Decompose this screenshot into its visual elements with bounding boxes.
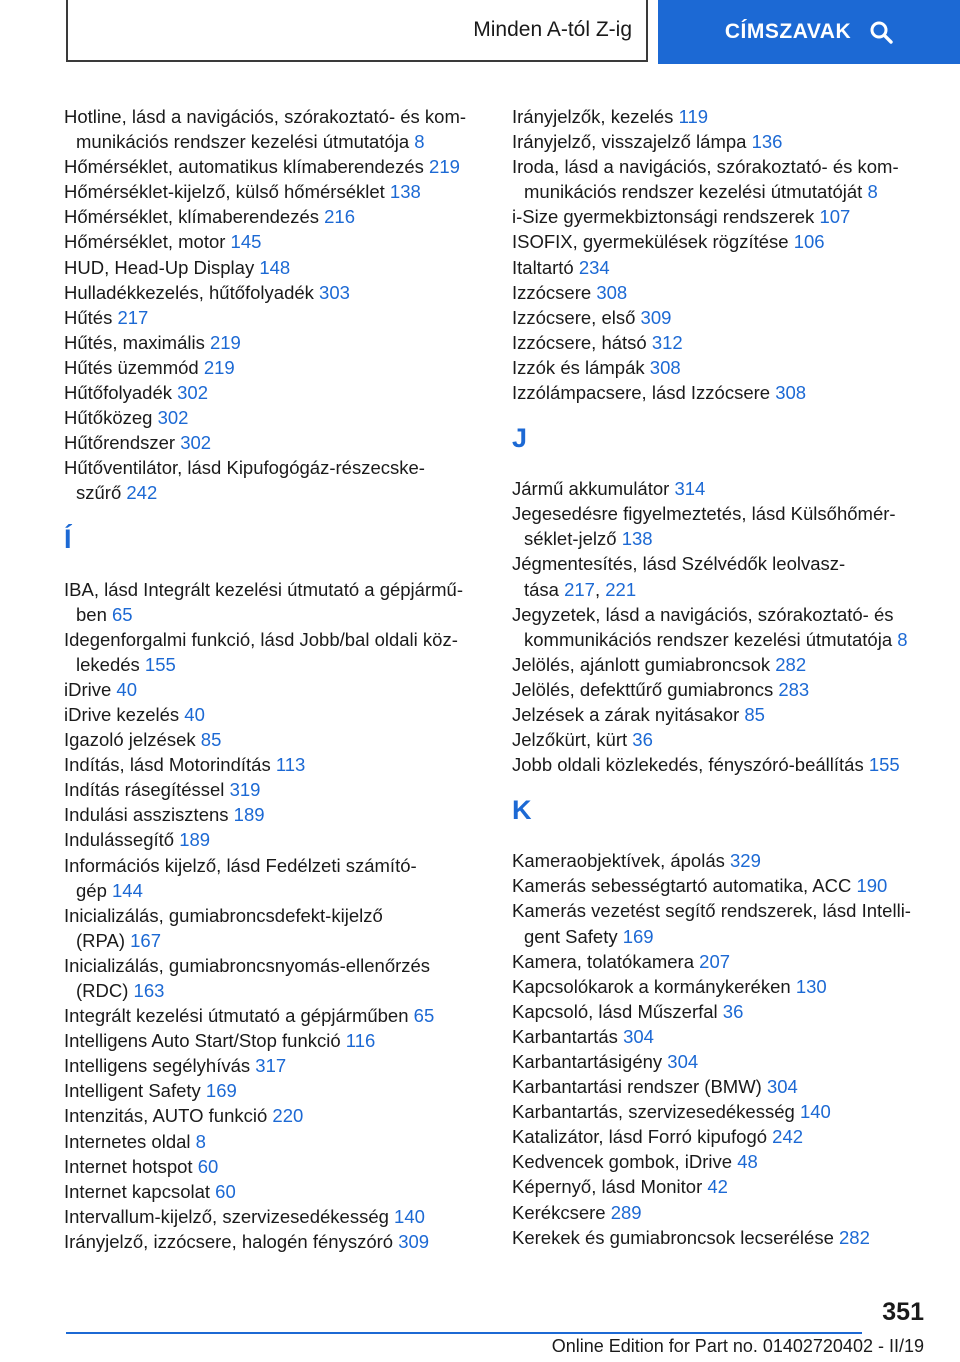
index-entry bbox=[64, 1103, 484, 1128]
index-entry-text: Hűtőrendszer bbox=[64, 432, 176, 454]
page-reference-link[interactable]: 219 bbox=[209, 331, 241, 353]
index-entry-text: i-Size gyermekbiztonsági rendszerek bbox=[512, 206, 815, 228]
index-letter-heading: K bbox=[512, 795, 532, 826]
index-entry-text: Képernyő, lásd Monitor bbox=[512, 1176, 703, 1198]
index-entry-text: Jelölés, ajánlott gumiabroncsok bbox=[512, 653, 771, 675]
index-entry bbox=[512, 154, 932, 204]
page-reference-link[interactable]: 219 bbox=[203, 356, 235, 378]
page-reference-link[interactable]: 113 bbox=[275, 754, 306, 776]
index-entry-text: Kapcsoló, lásd Műszerfal bbox=[512, 1000, 718, 1022]
page-reference-link[interactable]: 36 bbox=[632, 729, 653, 751]
index-entry bbox=[64, 1204, 484, 1229]
index-entry-text: Iroda, lásd a navigációs, szórakoztató- és kom- munikációs rendszer kezelési útmutatóját bbox=[512, 156, 899, 203]
index-entry bbox=[64, 702, 484, 727]
index-entry-text: Hőmérséklet, klímaberendezés bbox=[64, 206, 319, 228]
page-reference-link[interactable]: 219 bbox=[429, 156, 460, 178]
index-entry-text: Internet kapcsolat bbox=[64, 1180, 211, 1202]
index-entry-text: iDrive bbox=[64, 678, 112, 700]
index-entry bbox=[64, 577, 484, 627]
index-entry-text: Jelzések a zárak nyitásakor bbox=[512, 703, 740, 725]
index-entry-text: HUD, Head-Up Display bbox=[64, 256, 255, 278]
tab-keywords-label: CÍMSZAVAK bbox=[724, 20, 852, 43]
page-reference-link[interactable]: 304 bbox=[623, 1025, 654, 1047]
index-entry-text: Irányjelző, visszajelző lámpa bbox=[512, 131, 747, 153]
index-entry bbox=[512, 229, 932, 254]
page-reference-link[interactable]: 220 bbox=[272, 1105, 304, 1127]
index-entry bbox=[64, 405, 484, 430]
page-reference-link[interactable]: 317 bbox=[255, 1055, 287, 1077]
page-reference-link[interactable]: 136 bbox=[751, 131, 783, 153]
page-reference-link[interactable]: 234 bbox=[578, 256, 610, 278]
page-reference-link[interactable]: 312 bbox=[651, 331, 683, 353]
index-entry bbox=[512, 104, 932, 129]
page-reference-link[interactable]: 65 bbox=[413, 1005, 435, 1027]
index-entry-text: Hulladékkezelés, hűtőfolyadék bbox=[64, 281, 314, 303]
index-entry bbox=[64, 430, 484, 455]
index-entry bbox=[512, 380, 932, 405]
page-reference-link[interactable]: 302 bbox=[180, 432, 212, 454]
page-reference-link[interactable]: 169 bbox=[622, 925, 654, 947]
page-header bbox=[0, 0, 960, 66]
page-reference-link[interactable]: 145 bbox=[230, 231, 262, 253]
page-reference-link[interactable]: 138 bbox=[621, 528, 653, 550]
page-reference-link[interactable]: 216 bbox=[324, 206, 356, 228]
page-reference-link[interactable]: 140 bbox=[394, 1205, 425, 1227]
index-entry bbox=[512, 652, 932, 677]
index-entry-text: Intelligens segélyhívás bbox=[64, 1055, 251, 1077]
page-reference-link[interactable]: 85 bbox=[200, 729, 222, 751]
index-entry bbox=[512, 752, 932, 777]
page-reference-link[interactable]: 282 bbox=[775, 653, 807, 675]
page-reference-link[interactable]: 107 bbox=[819, 206, 851, 228]
index-entry-text: Intervallum-kijelző, szervizesedékesség bbox=[64, 1205, 389, 1227]
page-reference-link[interactable]: 289 bbox=[610, 1201, 642, 1223]
page-number: 351 bbox=[882, 1298, 924, 1326]
index-entry bbox=[512, 1024, 932, 1049]
index-entry bbox=[512, 1225, 932, 1250]
page-reference-link[interactable]: 36 bbox=[722, 1000, 744, 1022]
index-column-left bbox=[64, 104, 484, 1254]
page-reference-link[interactable]: 282 bbox=[839, 1226, 870, 1248]
page-reference-link[interactable]: 189 bbox=[233, 804, 265, 826]
index-entry bbox=[64, 1053, 484, 1078]
page-reference-link[interactable]: 308 bbox=[775, 382, 807, 404]
index-entry bbox=[512, 702, 932, 727]
index-entry bbox=[512, 873, 932, 898]
index-entry bbox=[64, 953, 484, 1003]
index-entry bbox=[64, 255, 484, 280]
index-letter-heading: J bbox=[512, 423, 528, 454]
index-entry bbox=[512, 1099, 932, 1124]
index-entry-text: Idegenforgalmi funkció, lásd Jobb/bal oldali köz- lekedés bbox=[64, 628, 458, 675]
page-reference-link[interactable]: 314 bbox=[674, 478, 706, 500]
index-entry-text: Katalizátor, lásd Forró kipufogó bbox=[512, 1126, 768, 1148]
index-entry bbox=[64, 204, 484, 229]
index-entry bbox=[64, 1154, 484, 1179]
index-entry bbox=[64, 455, 484, 505]
index-entry-text: Hőmérséklet-kijelző, külső hőmérséklet bbox=[64, 181, 385, 203]
index-entry-text: Kedvencek gombok, iDrive bbox=[512, 1151, 733, 1173]
index-entry bbox=[512, 1149, 932, 1174]
index-entry bbox=[64, 752, 484, 777]
tab-a-to-z-label: Minden A-tól Z-ig bbox=[473, 18, 632, 41]
page-reference-link[interactable]: 40 bbox=[116, 678, 137, 700]
index-entry-text: Hotline, lásd a navigációs, szórakoztató- és kom- munikációs rendszer kezelési útmutatója bbox=[64, 106, 467, 153]
search-icon bbox=[869, 20, 893, 44]
index-entry bbox=[64, 380, 484, 405]
index-entry bbox=[512, 602, 932, 652]
page-reference-link[interactable]: 60 bbox=[197, 1155, 219, 1177]
index-entry-text: IBA, lásd Integrált kezelési útmutató a gépjármű- ben bbox=[64, 578, 463, 625]
index-entry bbox=[64, 1028, 484, 1053]
index-entry-text: Karbantartási rendszer (BMW) bbox=[512, 1076, 762, 1098]
page-reference-link[interactable]: 40 bbox=[184, 703, 205, 725]
page-reference-link[interactable]: 155 bbox=[144, 653, 176, 675]
index-entry bbox=[64, 827, 484, 852]
index-entry bbox=[64, 777, 484, 802]
index-entry bbox=[512, 1049, 932, 1074]
page-reference-link[interactable]: 242 bbox=[126, 482, 158, 504]
page-reference-link[interactable]: 144 bbox=[112, 879, 143, 901]
index-entry-text: Kamera, tolatókamera bbox=[512, 950, 695, 972]
index-entry-text: Kameraobjektívek, ápolás bbox=[512, 850, 725, 872]
index-entry-text: Italtartó bbox=[512, 256, 574, 278]
tab-keywords[interactable] bbox=[658, 0, 960, 64]
index-entry-text: Indítás, lásd Motorindítás bbox=[64, 754, 271, 776]
index-entry bbox=[512, 280, 932, 305]
page-reference-link[interactable]: 116 bbox=[345, 1030, 376, 1052]
index-entry bbox=[512, 129, 932, 154]
index-entry-text: Hűtés bbox=[64, 306, 113, 328]
page-reference-link[interactable]: 60 bbox=[215, 1180, 236, 1202]
index-entry bbox=[64, 330, 484, 355]
index-entry-text: Izzócsere, hátsó bbox=[512, 331, 647, 353]
index-entry bbox=[512, 330, 932, 355]
page-reference-link[interactable]: 65 bbox=[112, 603, 133, 625]
page-reference-link[interactable]: 308 bbox=[649, 356, 681, 378]
index-entry-text: Hűtőfolyadék bbox=[64, 382, 172, 404]
page-reference-link[interactable]: 148 bbox=[259, 256, 291, 278]
index-entry-text: Integrált kezelési útmutató a gépjárműben bbox=[64, 1005, 409, 1027]
index-entry-text: Kerekek és gumiabroncsok lecserélése bbox=[512, 1226, 834, 1248]
index-entry-text: Jegyzetek, lásd a navigációs, szórakoztató- és kommunikációs rendszer kezelési útmutatója bbox=[512, 603, 894, 650]
index-entry bbox=[512, 355, 932, 380]
index-entry bbox=[512, 501, 932, 551]
index-entry-text: Karbantartás, szervizesedékesség bbox=[512, 1101, 795, 1123]
index-entry-text: Jelzőkürt, kürt bbox=[512, 729, 628, 751]
index-entry bbox=[64, 903, 484, 953]
page-reference-link[interactable]: 8 bbox=[897, 628, 908, 650]
index-entry-text: Hőmérséklet, motor bbox=[64, 231, 226, 253]
index-entry bbox=[64, 355, 484, 380]
index-entry-text: ISOFIX, gyermekülések rögzítése bbox=[512, 231, 789, 253]
index-letter-heading: Í bbox=[64, 523, 72, 554]
page-reference-link[interactable]: 304 bbox=[766, 1076, 798, 1098]
index-entry-text: Kerékcsere bbox=[512, 1201, 606, 1223]
page-reference-link[interactable]: 303 bbox=[319, 281, 350, 303]
index-entry-text: Információs kijelző, lásd Fedélzeti számító- gép bbox=[64, 854, 417, 901]
page-reference-link[interactable]: 319 bbox=[229, 779, 261, 801]
index-entry bbox=[64, 1129, 484, 1154]
index-entry-text: Izzócsere bbox=[512, 281, 592, 303]
page-reference-link[interactable]: 42 bbox=[707, 1176, 728, 1198]
index-entry bbox=[64, 280, 484, 305]
page-reference-link[interactable]: 167 bbox=[130, 929, 162, 951]
page-reference-link[interactable]: 8 bbox=[414, 131, 425, 153]
index-entry-text: Hűtőközeg bbox=[64, 407, 153, 429]
page-reference-link[interactable]: 217 bbox=[564, 578, 595, 600]
page-reference-link[interactable]: 304 bbox=[667, 1051, 699, 1072]
page-reference-link[interactable]: 8 bbox=[867, 181, 878, 203]
index-entry: Jégmentesítés, lásd Szélvédők leolvasz- tása 217, 221 bbox=[512, 553, 846, 600]
index-entry bbox=[64, 154, 484, 179]
index-entry-text: Hűtés üzemmód bbox=[64, 356, 199, 378]
page-reference-link[interactable]: 130 bbox=[795, 975, 827, 997]
index-entry-text: Hűtőventilátor, lásd Kipufogógáz-részecske- szűrő bbox=[64, 457, 425, 504]
page-reference-link[interactable]: 302 bbox=[177, 382, 208, 404]
index-entry-text: Karbantartás bbox=[512, 1025, 618, 1047]
index-entry bbox=[512, 949, 932, 974]
index-entry-text: Inicializálás, gumiabroncsdefekt-kijelző (RPA) bbox=[64, 904, 383, 951]
index-entry-text: Jegesedésre figyelmeztetés, lásd Külsőhőmér- séklet-jelző bbox=[512, 503, 896, 550]
index-entry-text: Hűtés, maximális bbox=[64, 331, 205, 353]
index-entry bbox=[512, 898, 932, 948]
page-reference-link[interactable]: 169 bbox=[205, 1080, 237, 1102]
page-reference-link[interactable]: 242 bbox=[772, 1126, 804, 1148]
index-entry-text: Jelölés, defekttűrő gumiabroncs bbox=[512, 678, 774, 700]
page-reference-link[interactable]: 207 bbox=[699, 950, 731, 972]
index-entry bbox=[512, 727, 932, 752]
page-reference-link[interactable]: 119 bbox=[678, 106, 709, 127]
index-entry-text: Izzócsere, első bbox=[512, 306, 636, 328]
index-entry-text: Kapcsolókarok a kormánykeréken bbox=[512, 975, 791, 997]
index-entry-text: Indulássegítő bbox=[64, 829, 175, 851]
index-entry-text: Hőmérséklet, automatikus klímaberendezés bbox=[64, 156, 424, 178]
index-entry bbox=[64, 1179, 484, 1204]
index-entry bbox=[64, 229, 484, 254]
page-reference-link[interactable]: 138 bbox=[389, 181, 421, 203]
index-entry-text: Karbantartásigény bbox=[512, 1051, 663, 1072]
page-reference-link[interactable]: 302 bbox=[157, 407, 189, 429]
page-reference-link[interactable]: 221 bbox=[605, 578, 637, 600]
page-reference-link[interactable]: 329 bbox=[730, 850, 761, 872]
index-entry-text: Irányjelzők, kezelés bbox=[512, 106, 674, 127]
index-entry-text: Kamerás sebességtartó automatika, ACC bbox=[512, 875, 852, 897]
page-reference-link[interactable]: 283 bbox=[778, 678, 810, 700]
page-reference-link[interactable]: 48 bbox=[737, 1151, 758, 1173]
index-entry-text: Intenzitás, AUTO funkció bbox=[64, 1105, 268, 1127]
index-entry bbox=[64, 727, 484, 752]
page-reference-link[interactable]: 309 bbox=[398, 1230, 430, 1252]
index-entry-text: Inicializálás, gumiabroncsnyomás-ellenőrzés (RDC) bbox=[64, 954, 431, 1001]
index-entry bbox=[512, 848, 932, 873]
index-entry-text: Intelligens Auto Start/Stop funkció bbox=[64, 1030, 341, 1052]
page-reference-link[interactable]: 140 bbox=[799, 1101, 831, 1123]
index-entry-text: Igazoló jelzések bbox=[64, 729, 196, 751]
index-entry-text: Internet hotspot bbox=[64, 1155, 193, 1177]
index-entry bbox=[64, 677, 484, 702]
page-reference-link[interactable]: 106 bbox=[793, 231, 825, 253]
index-entry bbox=[512, 1074, 932, 1099]
index-entry-text: Intelligent Safety bbox=[64, 1080, 201, 1102]
footer-divider bbox=[66, 1332, 862, 1334]
footer-edition: Online Edition for Part no. 01402720402 - II/19 bbox=[551, 1336, 924, 1356]
tab-a-to-z[interactable] bbox=[66, 0, 648, 62]
index-entry bbox=[64, 1078, 484, 1103]
index-entry bbox=[512, 974, 932, 999]
index-entry bbox=[64, 179, 484, 204]
index-entry-text: Izzók és lámpák bbox=[512, 356, 645, 378]
index-entry-text: Jégmentesítés, lásd Szélvédők leolvasz- tása bbox=[512, 553, 846, 600]
page-reference-link[interactable]: 217 bbox=[117, 306, 149, 328]
index-entry-text: Irányjelző, izzócsere, halogén fényszóró bbox=[64, 1230, 394, 1252]
index-entry-text: Jármű akkumulátor bbox=[512, 478, 670, 500]
index-entry bbox=[512, 1200, 932, 1225]
page-reference-link[interactable]: 163 bbox=[133, 980, 165, 1001]
index-entry-text: Jobb oldali közlekedés, fényszóró-beállítás bbox=[512, 754, 864, 776]
index-entry bbox=[512, 204, 932, 229]
index-entry bbox=[512, 1124, 932, 1149]
index-entry bbox=[64, 802, 484, 827]
index-entry bbox=[512, 476, 932, 501]
index-entry bbox=[64, 305, 484, 330]
index-entry-text: Internetes oldal bbox=[64, 1130, 191, 1152]
index-entry bbox=[64, 1003, 484, 1028]
index-entry-text: Indítás rásegítéssel bbox=[64, 779, 225, 801]
index-entry bbox=[512, 255, 932, 280]
index-column-right bbox=[512, 104, 932, 1250]
index-entry bbox=[512, 305, 932, 330]
index-entry bbox=[64, 104, 484, 154]
index-entry bbox=[512, 999, 932, 1024]
page-reference-link[interactable]: 85 bbox=[744, 703, 765, 725]
page-reference-link[interactable]: 308 bbox=[596, 281, 628, 303]
index-entry-text: Izzólámpacsere, lásd Izzócsere bbox=[512, 382, 771, 404]
index-entry-text: iDrive kezelés bbox=[64, 703, 180, 725]
index-entry-text: Kamerás vezetést segítő rendszerek, lásd Intelli- gent Safety bbox=[512, 900, 911, 947]
index-entry-text: Indulási asszisztens bbox=[64, 804, 229, 826]
index-entry bbox=[512, 677, 932, 702]
index-entry bbox=[64, 853, 484, 903]
page-reference-link[interactable]: 190 bbox=[856, 875, 888, 897]
index-entry bbox=[512, 1174, 932, 1199]
page-reference-link[interactable]: 189 bbox=[179, 829, 211, 851]
index-entry bbox=[64, 627, 484, 677]
page-reference-link[interactable]: 8 bbox=[195, 1130, 206, 1152]
page-reference-link[interactable]: 309 bbox=[640, 306, 672, 328]
index-entry bbox=[64, 1229, 484, 1254]
page-reference-link[interactable]: 155 bbox=[868, 754, 900, 776]
